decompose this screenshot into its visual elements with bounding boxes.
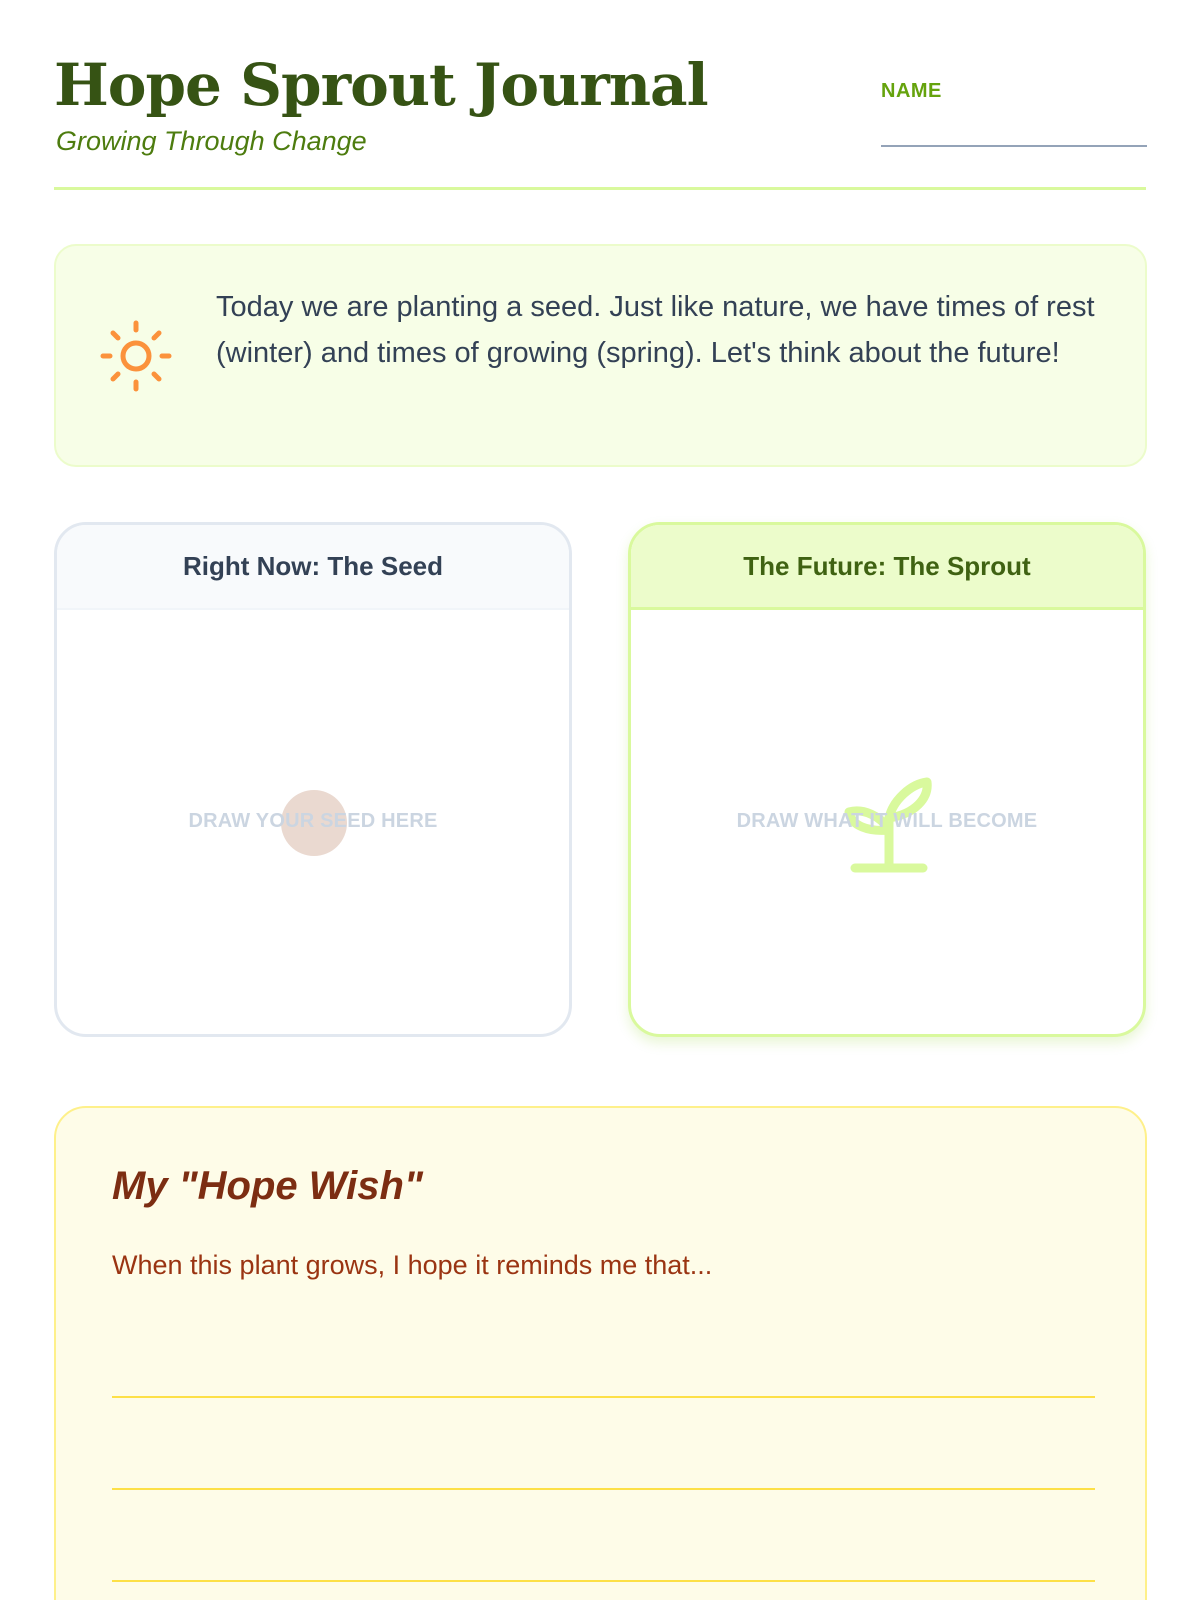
seed-drawing-area[interactable] [57,610,569,1034]
page-title: Hope Sprout Journal [54,51,708,119]
sprout-card-title: The Future: The Sprout [631,525,1143,610]
sprout-draw-hint: DRAW WHAT IT WILL BECOME [736,810,1038,832]
journal-header [54,0,1146,190]
seed-drawing-card [54,522,572,1037]
intro-text: Today we are planting a seed. Just like nature, we have times of rest (winter) and times of growing (spring). Let's think about the future! [216,291,1095,369]
sun-icon [98,318,174,394]
name-write-line[interactable] [881,145,1147,147]
seed-card-title: Right Now: The Seed [57,525,569,610]
wish-write-line[interactable] [112,1580,1095,1582]
wish-write-line[interactable] [112,1488,1095,1490]
name-field[interactable] [881,80,1147,147]
seed-draw-hint: DRAW YOUR SEED HERE [188,810,438,832]
wish-title: My "Hope Wish" [112,1164,423,1208]
page-subtitle: Growing Through Change [56,126,367,156]
sprout-drawing-card [628,522,1146,1037]
wish-prompt: When this plant grows, I hope it reminds me that... [112,1250,713,1280]
hope-wish-section [54,1106,1147,1600]
intro-note [54,244,1147,467]
name-label: NAME [881,80,942,102]
wish-write-line[interactable] [112,1396,1095,1398]
sprout-drawing-area[interactable] [631,610,1143,1034]
